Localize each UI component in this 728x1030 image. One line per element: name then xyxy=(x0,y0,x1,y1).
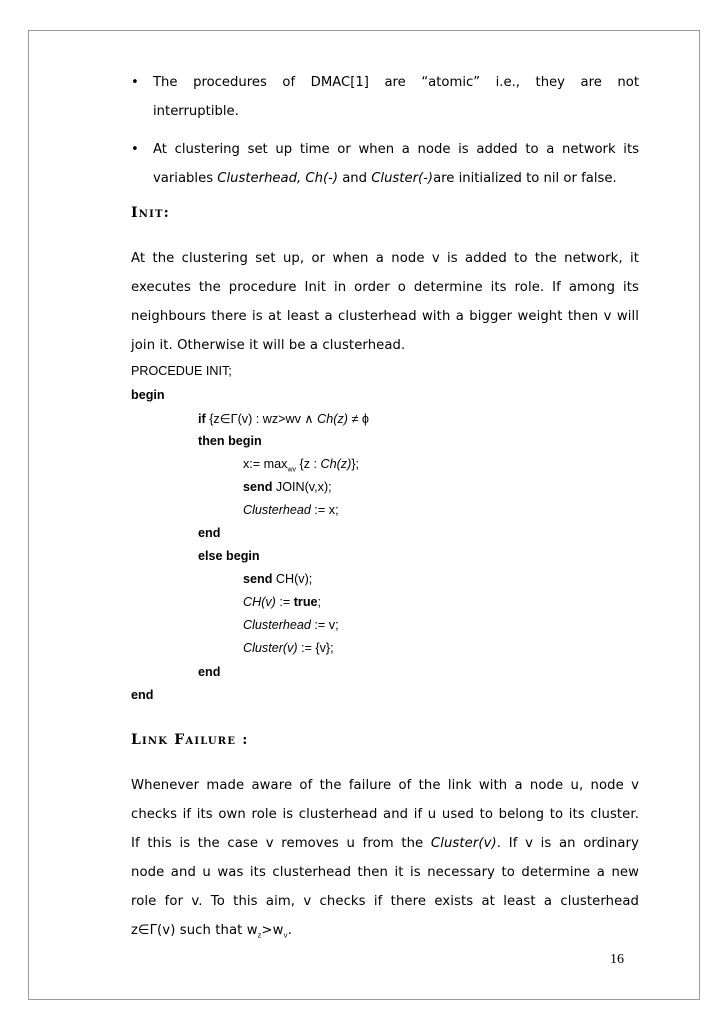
keyword: true xyxy=(293,595,318,609)
text-span: If this is the case v removes u from the xyxy=(131,836,431,851)
italic-term: Cluster(v) xyxy=(430,836,497,851)
code-else-begin: else begin xyxy=(198,549,260,563)
code-send-join xyxy=(243,480,332,494)
bullet-line: At clustering set up time or when a node is added to a network its xyxy=(153,142,639,157)
italic-term: Cluster(v) xyxy=(243,641,298,655)
text-span: . xyxy=(287,923,293,938)
code-text: := x; xyxy=(310,503,339,517)
code-text: := v; xyxy=(310,618,339,632)
italic-term: Clusterhead xyxy=(243,503,311,517)
section-heading-init: Init: xyxy=(131,205,170,221)
code-x-assign xyxy=(243,457,359,474)
italic-term: Clusterhead xyxy=(243,618,311,632)
code-text: x:= max xyxy=(243,457,288,471)
bullet-line xyxy=(153,164,639,193)
paragraph-line: executes the procedure Init in order o determine its role. If among its xyxy=(131,280,639,295)
code-title: PROCEDUE INIT; xyxy=(131,364,232,378)
text-span: z∈Γ(v) such that w xyxy=(131,923,258,938)
paragraph-line: node and u was its clusterhead then it is necessary to determine a new xyxy=(131,865,639,880)
bullet-text xyxy=(153,68,639,126)
text-span: and xyxy=(338,171,372,186)
init-paragraph xyxy=(131,244,639,360)
bullet-text xyxy=(153,135,639,193)
code-clusterhead-v xyxy=(243,618,339,632)
page-number: 16 xyxy=(610,952,624,967)
code-text: := xyxy=(275,595,294,609)
bullet-dot: • xyxy=(131,142,139,157)
paragraph-line: At the clustering set up, or when a node v is added to the network, it xyxy=(131,251,639,266)
code-text: {z : xyxy=(296,457,321,471)
code-end: end xyxy=(198,526,221,540)
italic-term: CH(v) xyxy=(243,595,276,609)
paragraph-line: join it. Otherwise it will be a clusterhead. xyxy=(131,338,406,353)
paragraph-line xyxy=(131,829,639,858)
italic-term: Cluster(-) xyxy=(371,171,434,186)
code-text: JOIN(v,x); xyxy=(272,480,332,494)
paragraph-line: checks if its own role is clusterhead and if u used to belong to its cluster. xyxy=(131,807,639,822)
code-then-begin: then begin xyxy=(198,434,262,448)
text-span: >w xyxy=(261,923,284,938)
code-text: CH(v); xyxy=(272,572,313,586)
code-text: ≠ ϕ xyxy=(347,412,369,426)
code-text: {z∈Γ(v) : wz>wv ∧ xyxy=(205,412,318,426)
code-send-ch xyxy=(243,572,312,586)
code-begin: begin xyxy=(131,388,165,402)
bullet-dot: • xyxy=(131,75,139,90)
code-text: := {v}; xyxy=(297,641,334,655)
text-span: . If v is an ordinary xyxy=(496,836,639,851)
text-span: variables xyxy=(153,171,218,186)
paragraph-line xyxy=(131,916,639,951)
paragraph-line: Whenever made aware of the failure of the link with a node u, node v xyxy=(131,778,639,793)
code-end-2: end xyxy=(198,665,221,679)
link-failure-paragraph xyxy=(131,771,639,951)
code-chv-true xyxy=(243,595,321,609)
subscript: v xyxy=(283,931,288,940)
italic-term: Ch(z) xyxy=(317,412,348,426)
keyword: if xyxy=(198,412,206,426)
code-if-line xyxy=(198,411,369,426)
italic-term: Ch(z) xyxy=(320,457,352,471)
keyword: send xyxy=(243,572,273,586)
section-heading-link-failure: Link Failure : xyxy=(131,732,249,748)
code-text: ; xyxy=(317,595,322,609)
keyword: send xyxy=(243,480,273,494)
subscript: wv xyxy=(287,466,297,474)
text-span: are initialized to nil or false. xyxy=(433,171,617,186)
bullet-line: The procedures of DMAC[1] are “atomic” i.e., they are not xyxy=(153,75,639,90)
subscript: z xyxy=(257,931,262,940)
paragraph-line: neighbours there is at least a clusterhead with a bigger weight then v will xyxy=(131,309,639,324)
italic-term: Clusterhead, Ch(-) xyxy=(217,171,338,186)
paragraph-line: role for v. To this aim, v checks if there exists at least a clusterhead xyxy=(131,894,639,909)
code-text: }; xyxy=(351,457,360,471)
bullet-line: interruptible. xyxy=(153,104,239,119)
code-clusterhead-x xyxy=(243,503,339,517)
code-end-final: end xyxy=(131,688,154,702)
code-cluster-set xyxy=(243,641,334,655)
